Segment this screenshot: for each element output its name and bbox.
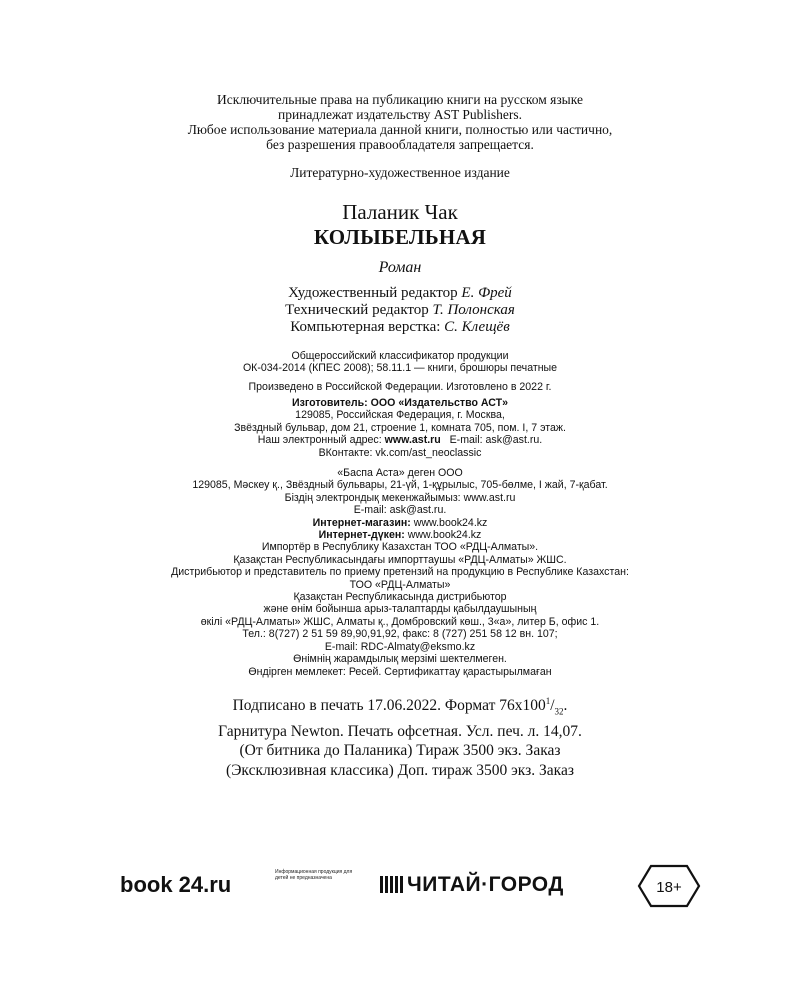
age-rating-text: 18+ <box>656 879 682 896</box>
kz-line: 129085, Мәскеу қ., Звёздный бульвары, 21-үй, 1-құрылыс, 705-бөлме, I жай, 7-қабат. <box>192 479 608 492</box>
kz-line: Өнімнің жарамдылық мерзімі шектелмеген. <box>293 653 507 666</box>
manufacturer-line: 129085, Российская Федерация, г. Москва, <box>295 409 505 422</box>
kz-line: ТОО «РДЦ-Алматы» <box>349 578 451 591</box>
age-rating-badge <box>637 864 701 908</box>
credit-line <box>0 285 800 302</box>
credit-role: Художественный редактор <box>288 285 458 301</box>
kz-line: өкілі «РДЦ-Алматы» ЖШС, Алматы қ., Домбровский көш., 3«а», литер Б, офис 1. <box>200 615 600 628</box>
book-genre: Роман <box>378 259 422 276</box>
rights-line: Исключительные права на публикацию книги на русском языке <box>217 92 583 107</box>
imprint-line: (От битника до Паланика) Тираж 3500 экз. Заказ <box>239 742 561 760</box>
credit-name: Т. Полонская <box>432 302 515 318</box>
chitai-gorod-logo <box>380 873 564 897</box>
manufacturer <box>0 397 800 459</box>
shop-url: www.book24.kz <box>413 516 488 529</box>
book24-logo: book 24.ru <box>120 872 232 897</box>
manufacturer-line: Звёздный бульвар, дом 21, строение 1, комната 705, пом. I, 7 этаж. <box>234 421 566 434</box>
kz-line: және өнім бойынша арыз-талаптарды қабылдаушының <box>263 603 537 616</box>
vk-link: ВКонтакте: vk.com/ast_neoclassic <box>318 446 482 459</box>
kz-line: Дистрибьютор и представитель по приему претензий на продукцию в Республике Казахстан: <box>171 566 629 579</box>
kz-line: E-mail: RDC-Almaty@eksmo.kz <box>324 640 476 653</box>
kz-line: Біздің электрондық мекенжайымыз: www.ast.ru <box>284 491 516 504</box>
credit-line <box>0 302 800 319</box>
kz-line: Импортёр в Республику Казахстан ТОО «РДЦ-Алматы». <box>261 541 539 554</box>
web-prefix: Наш электронный адрес: <box>257 434 382 447</box>
shop-kz-url: www.book24.kz <box>407 529 482 542</box>
imprint-line: Гарнитура Newton. Печать офсетная. Усл. печ. л. 14,07. <box>218 722 582 740</box>
logo-bar <box>0 858 800 918</box>
credit-line <box>0 319 800 336</box>
rights-line: Любое использование материала данной книги, полностью или частично, <box>187 122 613 137</box>
age-notice-small: Информационная продукция для детей не предназначена <box>275 869 353 881</box>
credit-name: Е. Фрей <box>461 285 512 301</box>
edition-type: Литературно-художественное издание <box>290 165 510 180</box>
kz-line: «Баспа Аста» деген ООО <box>337 467 463 479</box>
web-address: www.ast.ru <box>384 434 441 447</box>
kz-line: E-mail: ask@ast.ru. <box>353 504 447 517</box>
kz-info <box>0 467 800 678</box>
kz-line: Қазақстан Республикасындағы импорттаушы «РДЦ-Алматы» ЖШС. <box>233 553 567 566</box>
rights-notice <box>0 92 800 152</box>
chitai-gorod-text: ЧИТАЙ·ГОРОД <box>407 873 564 896</box>
classifier-line: Общероссийский классификатор продукции <box>291 350 509 362</box>
format-sup: 1 <box>545 696 551 706</box>
produced-note: Произведено в Российской Федерации. Изготовлено в 2022 г. <box>248 381 552 393</box>
shop-label: Интернет-магазин: <box>312 516 411 529</box>
classifier-line: ОК-034-2014 (КПЕС 2008); 58.11.1 — книги, брошюры печатные <box>242 362 558 375</box>
credit-role: Технический редактор <box>285 302 429 318</box>
signed-line: Подписано в печать 17.06.2022. Формат 76x100 <box>232 697 546 715</box>
format-sub: 32 <box>554 706 564 717</box>
rights-line: принадлежат издательству AST Publishers. <box>277 107 523 122</box>
classifier <box>0 350 800 375</box>
book-title: КОЛЫБЕЛЬНАЯ <box>313 225 487 249</box>
credit-role: Компьютерная верстка: <box>290 319 441 335</box>
credits <box>0 285 800 336</box>
imprint: Подписано в печать 17.06.2022. Формат $76x100^1/_{32}$. Гарнитура Newton. Печать офсетная. Усл. печ. л. 14,07. (От битника до Паланика) Тираж 3500 экз. Заказ (Эксклюзивная классика) Доп. тираж 3500 экз. Заказ <box>0 692 800 780</box>
kz-line: Тел.: 8(727) 2 51 59 89,90,91,92, факс: 8 (727) 251 58 12 вн. 107; <box>242 628 558 641</box>
shop-kz-label: Интернет-дүкен: <box>318 529 405 542</box>
manufacturer-label: Изготовитель: ООО «Издательство АСТ» <box>291 397 509 409</box>
email: E-mail: ask@ast.ru. <box>449 434 543 447</box>
kz-line: Өндірген мемлекет: Ресей. Сертификаттау қарастырылмаған <box>248 665 552 678</box>
chitai-gorod-icon <box>380 876 404 893</box>
rights-line: без разрешения правообладателя запрещается. <box>266 137 534 152</box>
book-author: Паланик Чак <box>342 200 458 224</box>
kz-line: Қазақстан Республикасында дистрибьютор <box>293 591 507 604</box>
imprint-line: (Эксклюзивная классика) Доп. тираж 3500 экз. Заказ <box>226 761 574 779</box>
credit-name: С. Клещёв <box>444 319 510 335</box>
